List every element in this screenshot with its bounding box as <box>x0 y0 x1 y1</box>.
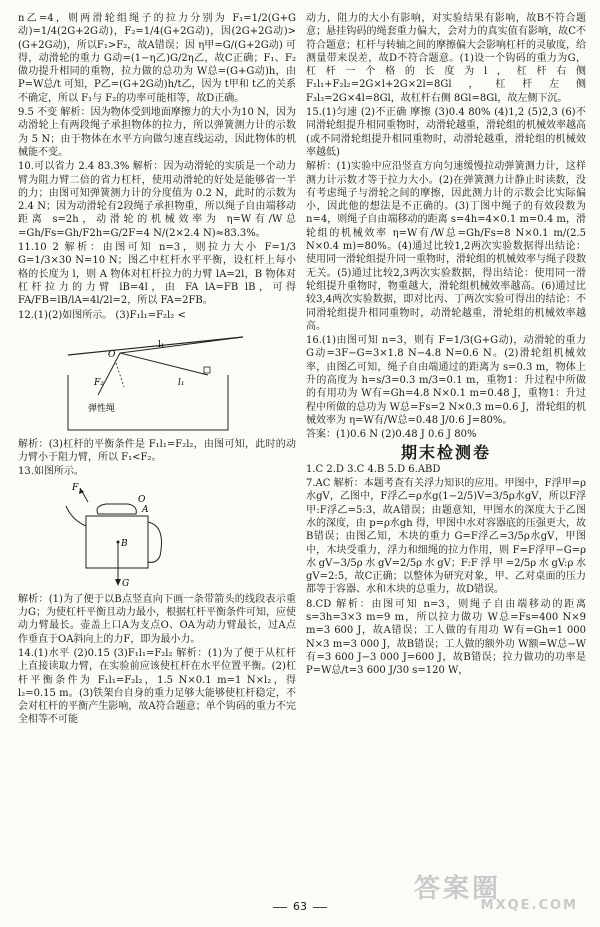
answer-15: 15.(1)匀速 (2)不正确 摩擦 (3)0.4 80% (4)1,2 (5)2,3 (6)不同滑轮组提升相同重物时，动滑轮越重，滑轮组的机械效率越高(或不同滑轮组提升相同重物时，动滑轮越重，滑轮组的机械效率越低) <box>306 107 586 158</box>
label-o: O <box>108 349 116 360</box>
answer-paragraph: 动力，阻力的大小有影响，对实验结果有影响，故B不符合题意；悬挂钩码的绳套重力偏大，会对力的真实值有影响，故C不符合题意；杠杆与转轴之间的摩擦偏大会影响杠杆的灵敏度，给测量带来误差，故D不符合题意。(1)设一个钩码的重力为G，杠杆一个格的长度为l，杠杆右侧 F₁l₁+F₂l₂=2G×l+2G×2l=8Gl，杠杆左侧 F₃l₃=2G×4l=8Gl，故杠杆右侧 8Gl=8Gl，故左侧下沉。 <box>306 13 586 104</box>
label-rope: 弹性绳 <box>88 403 116 414</box>
label-l1: l₁ <box>178 377 185 388</box>
left-column <box>18 12 296 728</box>
label-a: A <box>142 504 149 515</box>
answer-paragraph: n乙=4，则两滑轮组绳子的拉力分别为 F₁=1/2(G+G动)=1/4(2G+2G动)，F₂=1/4(G+2G动)，因(2G+2G动)>(G+2G动)，所以F₁>F₂，故A错误；因 η甲=G/(G+2G动) 可得，动滑轮的重力 G动=(1−η乙)G/2η乙，故C正确；F₁、F₂做功提升相同的重物，拉力做的总功为 W总=(G+G动)h，由 P=W总/t 可知，P乙=(G+2G动)h/t乙，因为 t甲和 t乙的关系不确定，所以 F₁与 F₂的功率可能相等，故D正确。 <box>18 13 296 104</box>
right-column <box>306 12 586 679</box>
multiple-choice-answers: 1.C 2.D 3.C 4.B 5.D 6.ABD <box>306 463 441 475</box>
answer-16: 16.(1)由图可知 n=3，则有 F=1/3(G+G动)，动滑轮的重力 G动=3F−G=3×1.8 N−4.8 N=0.6 N。(2)滑轮组机械效率，由图乙可知，绳子自由端通过的距离为 s=0.3 m，物体上升的高度为 h=s/3=0.3 m/3=0.1 m，重物1：升过程中所做的有用功为 W有=Gh=4.8 N×0.1 m=0.48 J，重物1：升过程中所做的总功为 W总=Fs=2 N×0.3 m=0.6 J，滑轮组的机械效率为 η=W有/W总=0.48 J/0.6 J=80%。 <box>306 335 586 426</box>
answer-14: 14.(1)水平 (2)0.15 (3)F₁l₁=F₂l₂ 解析：(1)为了便于从杠杆上直接读取力臂，在实验前应该使杠杆在水平位置平衡。(2)杠杆平衡条件为 F₁l₁=F₂l₂，1.5 N×0.1 m=1 N×l₂，得 l₂=0.15 m。(3)铁架台自身的重力足够大能够使杠杆稳定，不会对杠杆的平衡产生影响，故A符合题意；单个钩码的重力不完全相等不可能 <box>18 647 296 726</box>
label-g: G <box>122 578 130 589</box>
label-b: B <box>121 538 128 549</box>
page-number-text: 63 <box>293 900 307 913</box>
watermark-main: 答案圈 <box>414 874 502 904</box>
answer-16-final: 答案：(1)0.6 N (2)0.48 J 0.6 J 80% <box>306 429 477 441</box>
answer-7: 7.AC 解析：本题考查有关浮力知识的应用。甲图中，F浮甲=ρ水gV，乙图中，F浮乙=ρ水g(1−2/5)V=3/5ρ水gV，所以F浮甲:F浮乙=5:3，故A错误；由题意知，甲图水的深度大于乙图水的深度，由 p=ρ水gh 得，甲图中水对容器底的压强更大，故B错误；由图乙知，木块的重力 G=F浮乙=3/5ρ水gV，甲图中，木块受重力，浮力和细绳的拉力作用，则 F=F浮甲−G=ρ水gV−3/5ρ水gV=2/5ρ水gV；F:F浮甲=2/5ρ水gV:ρ水gV=2:5，故C正确；以整体为研究对象，甲、乙对桌面的压力都等于容器、水和木块的总重力，故D错误。 <box>306 478 586 596</box>
label-o: O <box>138 494 146 505</box>
label-l1-top: l₁ <box>158 339 165 350</box>
answer-13-explain: 解析：(1)为了便于以B点竖直向下画一条带箭头的线段表示重力G；为使杠杆平衡且动力最小，根据杠杆平衡条件可知，应使动力臂最长。壶盖上口A为支点O、OA为动力臂最长，过A点作垂直于OA斜向上的力F，即为最小力。 <box>18 593 296 645</box>
answer-13: 13.如图所示。 <box>18 466 84 478</box>
watermark-sub: MXQE.COM <box>480 898 578 913</box>
label-f2: F₂ <box>94 377 104 388</box>
label-f: F <box>72 482 79 493</box>
answer-12-explain: 解析：(3)杠杆的平衡条件是 F₁l₁=F₂l₂，由图可知，此时的动力臂小于阻力臂，所以 F₁<F₂。 <box>18 438 296 464</box>
kettle-figure <box>58 482 178 590</box>
answer-8: 8.CD 解析：由图可知 n=3，则绳子自由端移动的距离 s=3h=3×3 m=9 m，所以拉力做功 W总=Fs=400 N×9 m=3 600 J，故A错误；工人做的有用功 W有=Gh=1 000 N×3 m=3 000 J，故B错误；工人做的额外功 W额=W总−W有=3 600 J−3 000 J=600 J，故B错误；拉力做功的功率是 P=W总/t=3 600 J/30 s=120 W， <box>306 598 586 677</box>
watermark <box>414 868 582 920</box>
answer-11: 11.10 2 解析：由图可知 n=3，则拉力大小 F=1/3 G=1/3×30 N=10 N；图乙中杠杆水平平衡，设杠杆上每小格的长度为 l，则 A 物体对杠杆拉力的力臂 lA=2l，B 物体对杠杆拉力的力臂 lB=4l，由 FA lA=FB lB，可得 FA/FB=lB/lA=4l/2l=2，所以 FA=2FB。 <box>18 242 296 307</box>
answer-15-explain: 解析：(1)实验中应沿竖直方向匀速缓慢拉动弹簧测力计，这样测力计示数才等于拉力大小。(2)在弹簧测力计静止时读数，没有考虑绳子与滑轮之间的摩擦，因此测力计的示数会比实际偏小，因此他的想法是不正确的。(3)丁图中绳子的有效段数为 n=4，则绳子自由端移动的距离 s=4h=4×0.1 m=0.4 m，滑轮组的机械效率 η=W有/W总=Gh/Fs=8 N×0.1 m/(2.5 N×0.4 m)=80%。(4)通过比较1,2两次实验数据得出结论：使用同一滑轮组提升同一重物时，滑轮组的机械效率与绳子段数无关。(5)通过比较2,3两次实验数据，得出结论：使用同一滑轮组提升重物时，物重越大，滑轮组机械效率越高。(6)通过比较3,4两次实验数据，即对比丙、丁两次实验可得出的结论：不同滑轮组提升相同重物时，动滑轮越重，滑轮组的机械效率越高。 <box>306 161 586 332</box>
lever-rope-figure <box>58 325 258 435</box>
answer-9: 9.5 不变 解析：因为物体受到地面摩擦力的大小为10 N，因为动滑轮上有两段绳子承担物体的拉力，所以弹簧测力计的示数为 5 N；由于物体在水平方向做匀速直线运动，因此物体的机械能不变。 <box>18 107 296 158</box>
section-title: 期末检测卷 <box>400 442 491 462</box>
answer-10: 10.可以省力 2.4 83.3% 解析：因为动滑轮的实质是一个动力臂为阻力臂二倍的省力杠杆，使用动滑轮的好处是能够省一半的力；由图可知弹簧测力计的分度值为 0.2 N，此时的示数为 2.4 N；因为动滑轮有2段绳子承担物重，所以绳子自由端移动距离 s=2h，动滑轮的机械效率为 η=W有/W总=Gh/Fs=Gh/F2h=G/2F=4 N/(2×2.4 N)≈83.3%。 <box>18 161 296 239</box>
answer-12: 12.(1)(2)如图所示。 (3)F₁l₁=F₂l₂ < <box>18 309 186 321</box>
